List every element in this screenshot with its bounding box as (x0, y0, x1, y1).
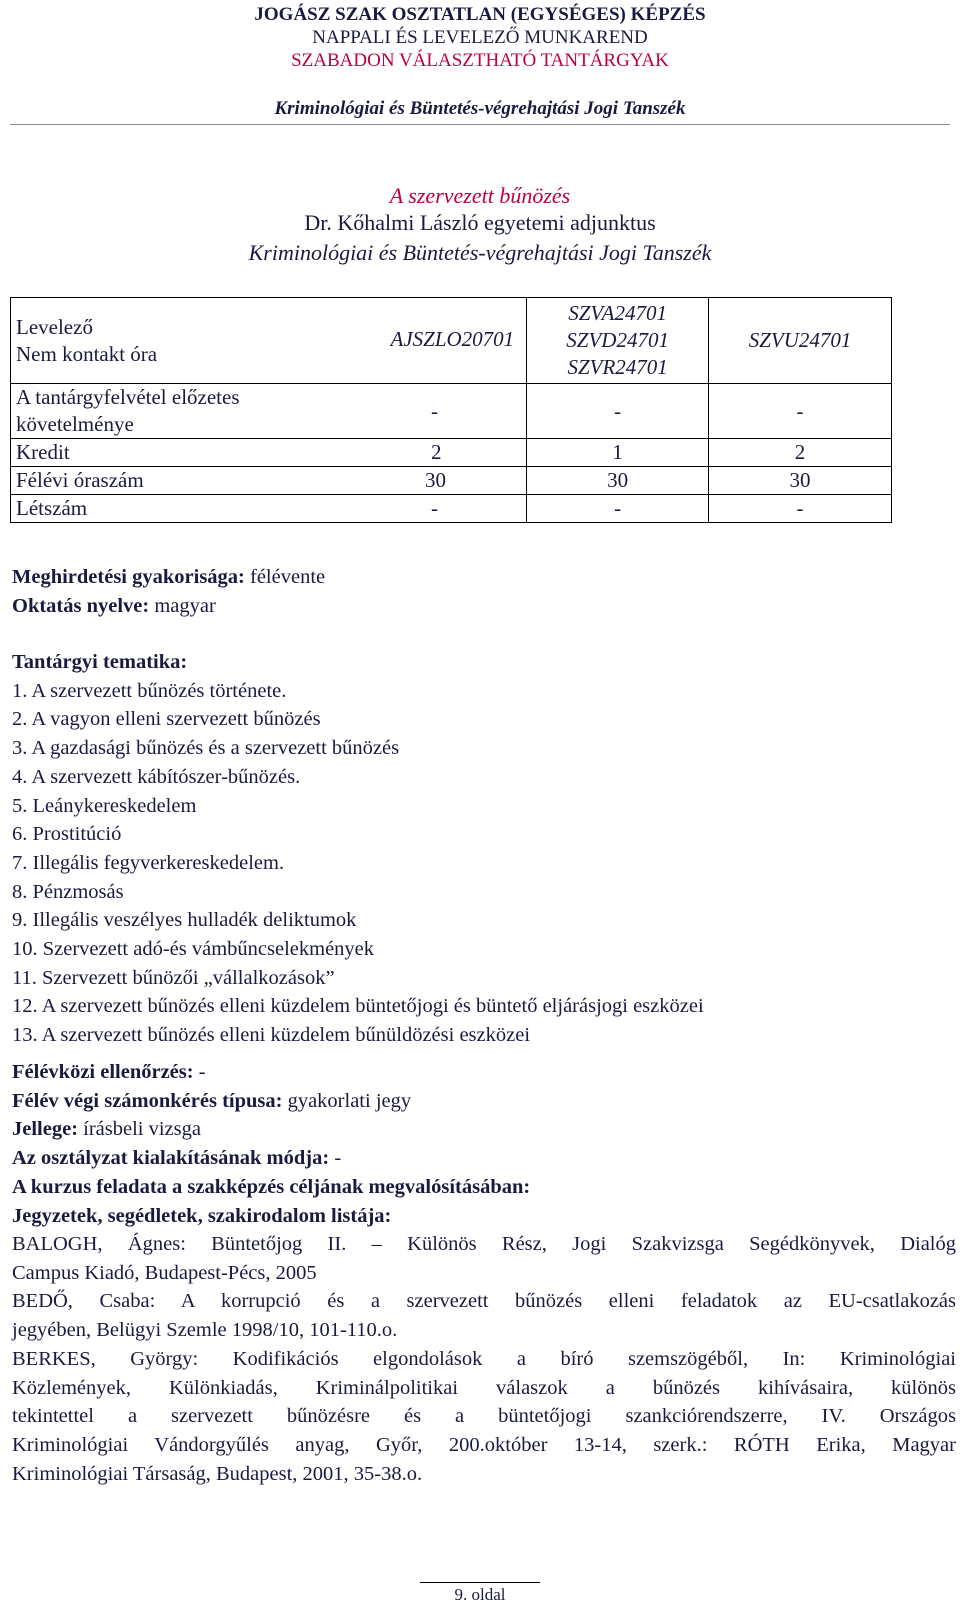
final-value: gyakorlati jegy (282, 1089, 412, 1112)
course-info-table (10, 297, 892, 523)
grading-line (12, 1144, 958, 1173)
footer-divider (420, 1582, 540, 1583)
code-ajszlo: AJSZLO20701 (390, 327, 515, 351)
list-item: 7. Illegális fegyverkereskedelem. (12, 851, 285, 874)
header-work-schedule: NAPPALI ÉS LEVELEZŐ MUNKAREND (312, 27, 648, 48)
literature-line: jegyében, Belügyi Szemle 1998/10, 101-110.o. (12, 1319, 398, 1342)
credit-value-2: 1 (527, 439, 709, 467)
language-value: magyar (149, 594, 216, 617)
literature-entry-balogh (12, 1230, 956, 1287)
midterm-value: - (193, 1061, 206, 1083)
code-szva: SZVA24701 (568, 301, 668, 325)
page-number: 9. oldal (454, 1585, 506, 1604)
literature-line: Kriminológiai Társaság, Budapest, 2001, 35-38.o. (12, 1462, 423, 1485)
header-program-title: JOGÁSZ SZAK OSZTATLAN (EGYSÉGES) KÉPZÉS (254, 4, 706, 25)
hours-value-3: 30 (709, 467, 892, 495)
list-item: 13. A szervezett bűnözés elleni küzdelem bűnüldözési eszközei (12, 1024, 531, 1047)
table-header-row (11, 298, 892, 384)
code-szvu: SZVU24701 (709, 298, 892, 384)
frequency-label: Meghirdetési gyakorisága: (12, 566, 245, 588)
table-row-prerequisite (11, 384, 892, 439)
list-item: 1. A szervezett bűnözés története. (12, 679, 287, 702)
list-item: 10. Szervezett adó-és vámbűncselekmények (12, 938, 375, 961)
language-label: Oktatás nyelve: (12, 594, 150, 617)
literature-label: Jegyzetek, segédletek, szakirodalom listája: (12, 1204, 392, 1227)
list-item: 4. A szervezett kábítószer-bűnözés. (12, 765, 301, 788)
list-item: 12. A szervezett bűnözés elleni küzdelem büntetőjogi és büntető eljárásjogi eszközei (12, 995, 704, 1018)
literature-entry-bedo (12, 1287, 956, 1344)
list-item: 6. Prostitúció (12, 823, 122, 846)
nature-line (12, 1115, 958, 1144)
header-department: Kriminológiai és Büntetés-végrehajtási Jogi Tanszék (274, 98, 686, 119)
assessment-section (12, 1058, 958, 1230)
table-row-credit (11, 439, 892, 467)
list-item: 2. A vagyon elleni szervezett bűnözés (12, 708, 321, 731)
final-line (12, 1087, 958, 1116)
course-department: Kriminológiai és Büntetés-végrehajtási Jogi Tanszék (248, 240, 712, 265)
code-cell-szv-group (527, 298, 709, 384)
literature-line: BALOGH, Ágnes: Büntetőjog II. – Különös Rész, Jogi Szakvizsga Segédkönyvek, Dialóg (12, 1233, 956, 1255)
literature-line: Közlemények, Különkiadás, Kriminálpolitikai válaszok a bűnözés kihívásaira, különös (12, 1376, 956, 1399)
row-label-headcount (11, 495, 527, 523)
course-title: A szervezett bűnözés (389, 183, 571, 208)
headcount-value-2: - (527, 495, 709, 523)
row-label-prerequisite (11, 384, 527, 439)
credit-value-3: 2 (709, 439, 892, 467)
hours-value-2: 30 (527, 467, 709, 495)
literature-entry-berkes (12, 1345, 956, 1489)
frequency-value: félévente (244, 566, 326, 588)
prerequisite-value-3: - (709, 384, 892, 439)
list-item: 11. Szervezett bűnözői „vállalkozások” (12, 966, 335, 989)
list-item: 5. Leánykereskedelem (12, 794, 197, 817)
list-item: 8. Pénzmosás (12, 880, 124, 903)
prerequisite-label-line1: A tantárgyfelvétel előzetes (16, 385, 240, 409)
task-label: A kurzus feladata a szakképzés céljának megvalósításában: (12, 1175, 531, 1198)
literature-line: BERKES, György: Kodifikációs elgondolások a bíró szemszögéből, In: Kriminológiai (12, 1347, 956, 1370)
literature-line: tekintettel a szervezett bűnözésre és a büntetőjogi szankciórendszerre, IV. Országos (12, 1405, 956, 1428)
table-row-headcount (11, 495, 892, 523)
midterm-line (12, 1058, 958, 1087)
table-row-hours (11, 467, 892, 495)
headcount-value-1: - (431, 496, 438, 520)
hours-label: Félévi óraszám (16, 468, 144, 492)
literature-line: BEDŐ, Csaba: A korrupció és a szervezett bűnözés elleni feladatok az EU-csatlakozás (12, 1290, 956, 1313)
nature-label: Jellege: (12, 1118, 79, 1141)
meta-section (12, 563, 958, 620)
midterm-label: Félévközi ellenőrzés: (12, 1061, 194, 1083)
list-item: 9. Illegális veszélyes hulladék deliktumok (12, 909, 357, 932)
nature-value: írásbeli vizsga (78, 1118, 201, 1141)
headcount-value-3: - (709, 495, 892, 523)
final-label: Félév végi számonkérés típusa: (12, 1089, 283, 1112)
frequency-line (12, 563, 958, 592)
prerequisite-value-1: - (431, 399, 438, 423)
row-label-credit (11, 439, 527, 467)
code-szvr: SZVR24701 (567, 355, 668, 379)
literature-line: Campus Kiadó, Budapest-Pécs, 2005 (12, 1261, 317, 1284)
syllabus-label: Tantárgyi tematika: (12, 651, 188, 673)
headcount-label: Létszám (16, 496, 88, 520)
corner-line1: Levelező (16, 314, 93, 339)
prerequisite-value-2: - (527, 384, 709, 439)
prerequisite-label-line2: követelménye (16, 412, 134, 436)
credit-value-1: 2 (431, 440, 442, 464)
grading-label: Az osztályzat kialakításának módja: (12, 1147, 330, 1170)
header-divider (10, 124, 950, 125)
course-lecturer: Dr. Kőhalmi László egyetemi adjunktus (304, 210, 656, 235)
row-label-hours (11, 467, 527, 495)
literature-list (12, 1230, 956, 1488)
credit-label: Kredit (16, 440, 70, 464)
table-corner-cell (11, 298, 527, 384)
hours-value-1: 30 (425, 468, 446, 492)
corner-line2: Nem kontakt óra (16, 341, 158, 366)
code-szvd: SZVD24701 (566, 328, 669, 352)
literature-line: Kriminológiai Vándorgyűlés anyag, Győr, 200.október 13-14, szerk.: RÓTH Erika, Magyar (12, 1433, 956, 1456)
list-item: 3. A gazdasági bűnözés és a szervezett bűnözés (12, 737, 400, 760)
header-elective-subjects: SZABADON VÁLASZTHATÓ TANTÁRGYAK (291, 50, 669, 71)
syllabus-section (12, 648, 958, 1050)
grading-value: - (329, 1147, 342, 1170)
language-line (12, 592, 958, 621)
